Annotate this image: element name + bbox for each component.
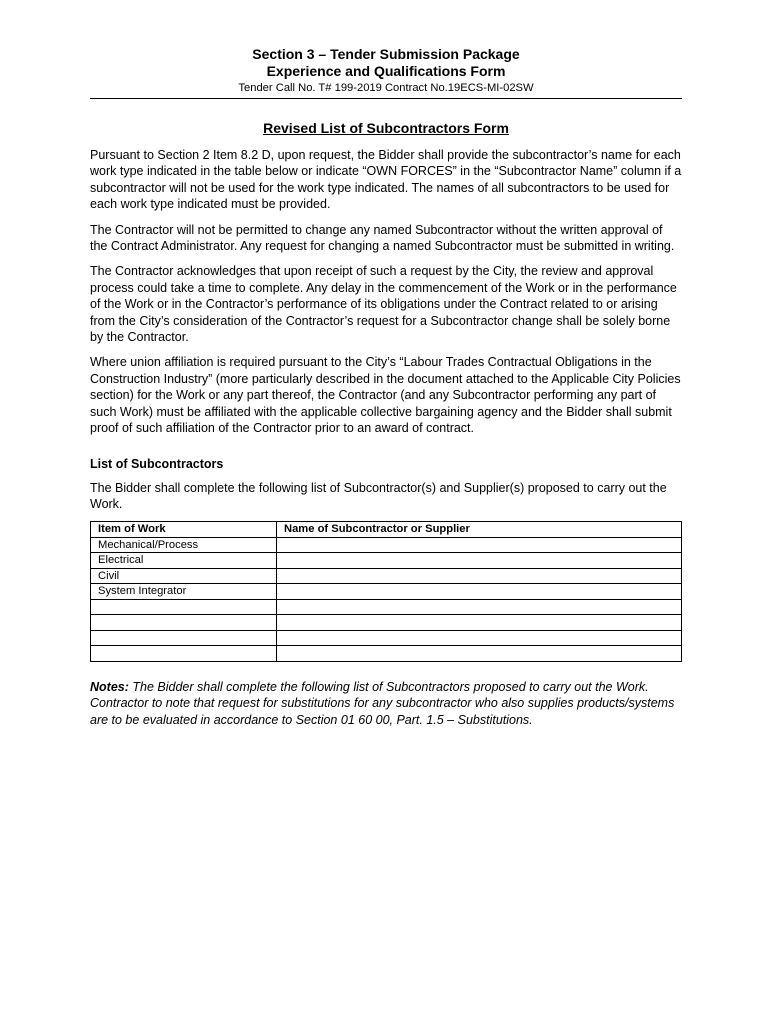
document-page [90,46,682,728]
item-of-work-cell: Electrical [91,553,277,569]
notes-text: The Bidder shall complete the following list of Subcontractors proposed to carry out the Work. Contractor to note that request for substitutions for any subcontractor who also supplies products/systems are to be evaluated in accordance to Section 01 60 00, Part. 1.5 – Substitutions. [90,679,675,727]
subcontractor-name-cell[interactable] [277,630,682,646]
table-row [91,568,682,584]
table-row [91,584,682,600]
item-of-work-cell[interactable] [91,615,277,631]
subcontractor-table [90,521,682,662]
paragraph-subcontractor-names: Pursuant to Section 2 Item 8.2 D, upon request, the Bidder shall provide the subcontractor’s name for each work type indicated in the table below or indicate “OWN FORCES” in the “Subcontractor Name” column if a subcontractor will not be used for the work type indicated. The names of all subcontractors to be used for each work type indicated must be provided. [90,148,682,212]
table-row [91,615,682,631]
paragraph-union-affiliation: Where union affiliation is required pursuant to the City’s “Labour Trades Contractual Obligations in the Construction Industry” (more particularly described in the document attached to the Applicable City Policies section) for the Work or any part thereof, the Contractor (and any Subcontractor performing any part of such Work) must be affiliated with the applicable collective bargaining agency and the Bidder shall submit proof of such affiliation of the Contractor prior to an award of contract. [90,355,681,436]
tender-call-line: Tender Call No. T# 199-2019 Contract No.19ECS-MI-02SW [90,81,682,99]
paragraph-review-process: The Contractor acknowledges that upon receipt of such a request by the City, the review and approval process could take a time to complete. Any delay in the commencement of the Work or in the performance of the Work or in the Contractor’s performance of its obligations under the Contract related to or arising from the City’s consideration of the Contractor’s request for a Subcontractor change shall be solely borne by the Contractor. [90,264,677,345]
form-subtitle: Experience and Qualifications Form [266,63,506,79]
item-of-work-cell: Civil [91,568,277,584]
subcontractor-name-cell[interactable] [277,553,682,569]
item-of-work-cell[interactable] [91,599,277,615]
table-row [91,553,682,569]
form-title: Revised List of Subcontractors Form [263,120,509,136]
subcontractor-name-cell[interactable] [277,584,682,600]
item-of-work-cell: Mechanical/Process [91,537,277,553]
notes-block [90,679,682,728]
subcontractor-name-cell[interactable] [277,537,682,553]
table-header-row [91,522,682,538]
table-row [91,646,682,662]
item-of-work-cell[interactable] [91,630,277,646]
subcontractor-name-cell[interactable] [277,615,682,631]
section-title: Section 3 – Tender Submission Package [252,46,520,62]
subcontractor-name-header: Name of Subcontractor or Supplier [277,522,682,538]
subcontractor-name-cell[interactable] [277,599,682,615]
subcontractor-name-cell[interactable] [277,646,682,662]
item-of-work-cell[interactable] [91,646,277,662]
notes-label: Notes: [90,679,129,694]
item-of-work-cell: System Integrator [91,584,277,600]
list-intro: The Bidder shall complete the following list of Subcontractor(s) and Supplier(s) proposed to carry out the Work. [90,480,667,511]
table-row [91,630,682,646]
paragraph-change-approval: The Contractor will not be permitted to change any named Subcontractor without the written approval of the Contract Administrator. Any request for changing a named Subcontractor must be submitted in writing. [90,222,675,254]
item-of-work-header: Item of Work [91,522,277,538]
subcontractor-name-cell[interactable] [277,568,682,584]
table-row [91,537,682,553]
list-heading: List of Subcontractors [90,456,224,471]
table-row [91,599,682,615]
